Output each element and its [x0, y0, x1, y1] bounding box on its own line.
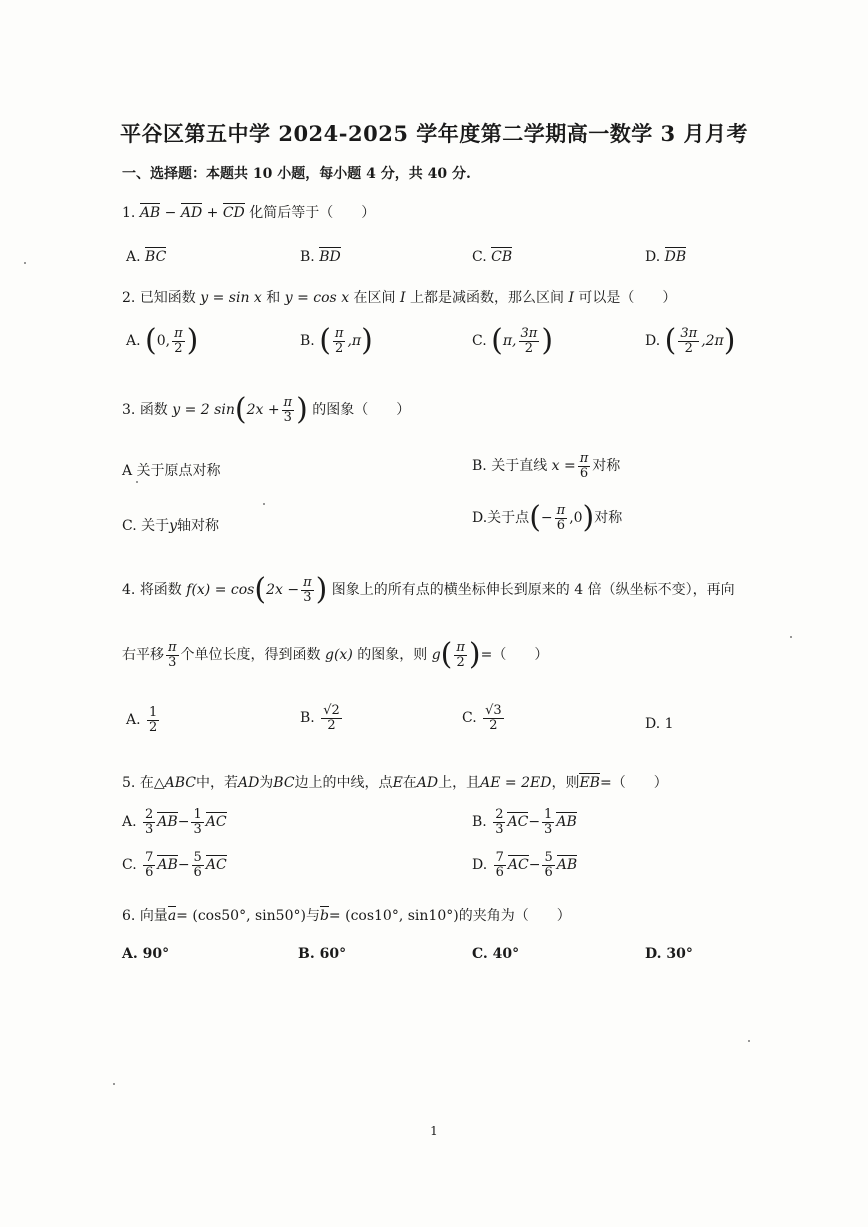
- question-number: 5.: [122, 775, 136, 791]
- question-text: 中，若: [195, 775, 238, 791]
- option-label: A.: [126, 712, 141, 729]
- numerator: π: [579, 451, 589, 466]
- fraction: [143, 851, 155, 879]
- q1-option-b: [300, 249, 341, 265]
- numerator: 3π: [520, 325, 538, 341]
- math-text: = (cos10°, sin10°): [328, 908, 459, 924]
- fraction: [454, 641, 467, 669]
- question-text: 上都是减函数，那么区间: [409, 290, 564, 306]
- denominator: 6: [544, 864, 553, 880]
- function-expression: y = sin x: [200, 290, 262, 306]
- option-text: 对称: [594, 510, 623, 526]
- question-text: 可以是（ ）: [578, 290, 677, 306]
- math-text: ,0: [569, 510, 583, 526]
- operator: −: [164, 205, 177, 221]
- math-text: 2x −: [266, 582, 300, 598]
- numerator: π: [556, 502, 566, 518]
- numerator: 3π: [680, 325, 698, 341]
- numerator: 2: [145, 807, 154, 822]
- denominator: 3: [193, 821, 202, 837]
- denominator: 2: [174, 340, 183, 356]
- q6-option-c: C. 40°: [472, 946, 520, 962]
- option-label: C.: [462, 710, 477, 727]
- math-text: 0,: [156, 333, 171, 349]
- fraction: [678, 327, 699, 355]
- option-label: B.: [300, 333, 315, 349]
- fraction: [493, 808, 505, 836]
- denominator: 6: [193, 864, 202, 880]
- option-label: B.: [300, 710, 315, 727]
- denominator: 3: [283, 409, 292, 425]
- vector-a: a: [167, 908, 177, 924]
- function-expression: g: [431, 647, 441, 663]
- variable: y: [169, 518, 178, 534]
- fraction: [191, 808, 203, 836]
- option-label: B.: [300, 249, 315, 265]
- q6-option-d: D. 30°: [645, 946, 693, 962]
- option-vector: AC: [205, 857, 227, 874]
- math-text: BC: [273, 775, 295, 791]
- numerator: √2: [323, 703, 340, 718]
- operator: −: [177, 814, 190, 831]
- q4-option-a: [126, 706, 161, 734]
- fraction: [519, 327, 540, 355]
- scan-speck: [136, 481, 138, 483]
- question-2: [122, 287, 676, 307]
- fraction: [192, 851, 204, 879]
- denominator: 2: [456, 654, 465, 670]
- fraction: [578, 452, 591, 480]
- q4-option-c: [462, 704, 506, 732]
- option-label: B.: [472, 814, 487, 831]
- denominator: 2: [149, 719, 158, 735]
- question-text: 在: [402, 775, 417, 791]
- fraction: [143, 808, 155, 836]
- numerator: π: [174, 325, 183, 341]
- math-text: AD: [416, 775, 439, 791]
- option-vector: AB: [556, 814, 577, 831]
- option-vector: BC: [145, 249, 167, 265]
- function-expression: f(x) = cos: [186, 582, 255, 598]
- q4-option-d: D. 1: [645, 716, 674, 732]
- question-number: 4.: [122, 582, 136, 598]
- question-text: 为: [259, 775, 274, 791]
- question-number: 2.: [122, 290, 136, 306]
- question-text: 将函数: [139, 582, 182, 598]
- math-text: = (cos50°, sin50°): [176, 908, 306, 924]
- q6-option-b: B. 60°: [298, 946, 347, 962]
- option-text: 对称: [592, 458, 621, 475]
- question-4-line-2: 右平移 $\frac{\pi}{3}$ 个单位长度，得到函数 g(x) 的图象，则 g( $\frac{\pi}{2}$ )=（ ）: [122, 637, 549, 672]
- numerator: π: [283, 394, 293, 410]
- option-text: 轴对称: [177, 518, 220, 534]
- q2-option-d: D. ( $\frac{3\pi}{2}$ ,2π): [645, 323, 736, 358]
- operator: +: [206, 205, 219, 221]
- function-expression: g(x): [325, 647, 353, 663]
- numerator: 5: [544, 850, 553, 865]
- question-text: 边上的中线，点: [294, 775, 393, 791]
- question-3: 3. 函数 y = 2 sin(2x + $\frac{\pi}{3}$ ) 的图象（ ）: [122, 392, 411, 427]
- numerator: π: [456, 639, 465, 655]
- question-text: ，则: [551, 775, 580, 791]
- section-heading: 一、选择题：本题共 10 小题，每小题 4 分，共 40 分.: [122, 166, 471, 182]
- vector-ad: AD: [180, 205, 203, 221]
- option-vector: CB: [491, 249, 513, 265]
- operator: −: [528, 857, 541, 874]
- question-text: 的夹角为（ ）: [458, 908, 571, 924]
- q2-option-a: A. (0, $\frac{\pi}{2}$ ): [126, 323, 199, 358]
- denominator: 2: [327, 717, 336, 733]
- denominator: 2: [684, 340, 693, 356]
- question-number: 6.: [122, 908, 136, 924]
- fraction: [321, 704, 342, 732]
- option-label: D.: [645, 249, 661, 265]
- fraction: [555, 504, 568, 532]
- numerator: 1: [193, 807, 202, 822]
- scan-speck: [748, 1040, 750, 1042]
- fraction: [542, 851, 554, 879]
- math-text: AD: [237, 775, 260, 791]
- question-5: [122, 772, 668, 792]
- question-text: 在: [139, 775, 154, 791]
- q1-option-a: [126, 249, 166, 265]
- math-text: ,π: [347, 333, 362, 349]
- math-text: π,: [502, 333, 517, 349]
- numerator: π: [168, 639, 177, 655]
- question-number: 3.: [122, 402, 136, 418]
- q3-option-d: D.关于点(− $\frac{\pi}{6}$ ,0)对称: [472, 500, 623, 535]
- page-number: 1: [430, 1124, 438, 1138]
- question-1: [122, 202, 375, 222]
- numerator: π: [334, 325, 344, 341]
- exam-title: 平谷区第五中学 2024-2025 学年度第二学期高一数学 3 月月考: [120, 121, 748, 146]
- question-text: 已知函数: [139, 290, 196, 306]
- q3-option-c: [122, 515, 219, 535]
- variable: I: [400, 290, 406, 306]
- option-vector: AB: [157, 814, 178, 831]
- option-label: D.: [472, 857, 488, 874]
- scan-speck: [790, 636, 792, 638]
- question-text: 化简后等于（ ）: [249, 205, 376, 221]
- numerator: π: [303, 574, 312, 590]
- question-text: 的图象（ ）: [312, 402, 411, 418]
- numerator: 7: [145, 850, 154, 865]
- numerator: 2: [495, 807, 504, 822]
- vector-cd: CD: [222, 205, 245, 221]
- function-expression: y = 2 sin: [172, 402, 235, 418]
- question-text: 函数: [139, 402, 168, 418]
- question-6: [122, 905, 571, 925]
- denominator: 3: [145, 821, 154, 837]
- denominator: 3: [495, 821, 504, 837]
- option-vector: AC: [507, 857, 529, 874]
- denominator: 2: [489, 717, 498, 733]
- fraction: [147, 706, 159, 734]
- numerator: 5: [193, 850, 202, 865]
- q5-option-d: [472, 851, 577, 879]
- denominator: 6: [579, 465, 589, 481]
- option-vector: BD: [319, 249, 341, 265]
- math-text: x =: [551, 458, 576, 475]
- q3-option-a: A 关于原点对称: [122, 463, 221, 479]
- variable: I: [568, 290, 574, 306]
- q2-option-b: B. ( $\frac{\pi}{2}$ ,π): [300, 323, 373, 358]
- numerator: 1: [544, 807, 553, 822]
- question-text: 的图象，则: [357, 647, 428, 663]
- question-text: 个单位长度，得到函数: [180, 647, 321, 663]
- option-text: C. 关于: [122, 518, 170, 534]
- option-label: A.: [122, 814, 137, 831]
- q5-option-a: [122, 808, 227, 836]
- scan-speck: [263, 503, 265, 505]
- option-vector: AC: [205, 814, 227, 831]
- fraction: [333, 327, 346, 355]
- q4-option-b: [300, 704, 344, 732]
- denominator: 2: [335, 340, 344, 356]
- option-label: D.: [645, 333, 661, 349]
- vector-eb: EB: [579, 775, 600, 791]
- question-text: 图象上的所有点的横坐标伸长到原来的 4 倍（纵坐标不变），再向: [331, 582, 735, 598]
- option-text: D.关于点: [472, 510, 530, 526]
- q1-option-d: [645, 249, 686, 265]
- option-text: B. 关于直线: [472, 458, 548, 475]
- denominator: 2: [524, 340, 534, 356]
- fraction: [172, 327, 185, 355]
- fraction: [166, 641, 179, 669]
- math-text: 2x +: [246, 402, 280, 418]
- numerator: √3: [485, 703, 502, 718]
- denominator: 6: [145, 864, 154, 880]
- denominator: 6: [556, 517, 566, 533]
- option-vector: AC: [507, 814, 529, 831]
- math-text: E: [392, 775, 403, 791]
- math-text: △ABC: [153, 775, 196, 791]
- q5-option-c: [122, 851, 227, 879]
- fraction: [282, 396, 295, 424]
- fraction: [494, 851, 506, 879]
- question-text: 上，且: [438, 775, 481, 791]
- scan-speck: [24, 262, 26, 264]
- operator: −: [528, 814, 541, 831]
- question-text: 右平移: [122, 647, 164, 663]
- operator: −: [177, 857, 190, 874]
- question-text: =（ ）: [599, 775, 668, 791]
- math-text: ,2π: [701, 333, 724, 349]
- question-text: 和: [266, 290, 281, 306]
- denominator: 3: [544, 821, 553, 837]
- option-label: C.: [472, 249, 487, 265]
- math-text: −: [540, 510, 553, 526]
- question-text: =（ ）: [480, 647, 549, 663]
- q1-option-c: [472, 249, 512, 265]
- math-text: AE = 2ED: [480, 775, 552, 791]
- option-vector: AB: [157, 857, 178, 874]
- denominator: 6: [495, 864, 504, 880]
- denominator: 3: [303, 589, 312, 605]
- fraction: [542, 808, 554, 836]
- question-text: 与: [305, 908, 320, 924]
- q2-option-c: C. (π, $\frac{3\pi}{2}$ ): [472, 323, 554, 358]
- q5-option-b: [472, 808, 577, 836]
- option-label: A.: [126, 249, 141, 265]
- question-number: 1.: [122, 205, 136, 221]
- option-vector: AB: [556, 857, 578, 874]
- vector-ab: AB: [139, 205, 161, 221]
- question-text: 向量: [139, 908, 168, 924]
- q6-option-a: A. 90°: [122, 946, 170, 962]
- scan-speck: [113, 1083, 115, 1085]
- function-expression: y = cos x: [284, 290, 350, 306]
- numerator: 7: [495, 850, 504, 865]
- numerator: 1: [149, 705, 158, 720]
- option-label: C.: [472, 333, 487, 349]
- denominator: 3: [168, 654, 177, 670]
- fraction: [301, 576, 314, 604]
- question-text: 在区间: [353, 290, 396, 306]
- option-label: C.: [122, 857, 137, 874]
- vector-b: b: [319, 908, 329, 924]
- q3-option-b: [472, 452, 620, 480]
- option-label: A.: [126, 333, 141, 349]
- fraction: [483, 704, 504, 732]
- question-4: 4. 将函数 f(x) = cos(2x − $\frac{\pi}{3}$ ) 图象上的所有点的横坐标伸长到原来的 4 倍（纵坐标不变），再向: [122, 572, 735, 607]
- option-vector: DB: [664, 249, 687, 265]
